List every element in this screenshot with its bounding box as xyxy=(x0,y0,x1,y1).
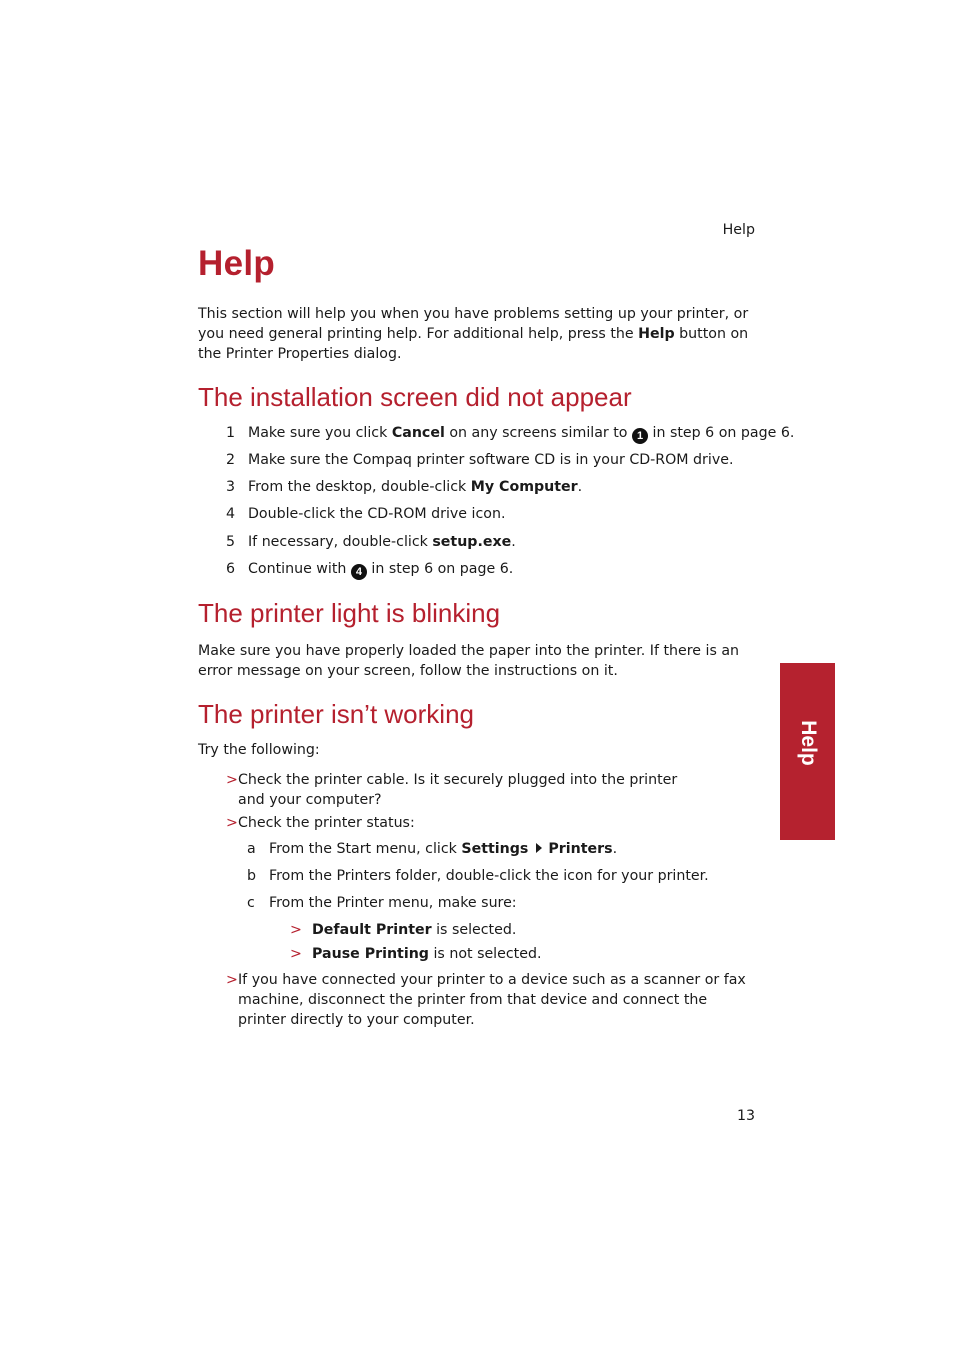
circled-number-1-icon: 1 xyxy=(632,428,648,444)
subbullet-default-printer: > Default Printer is selected. xyxy=(290,922,517,938)
chevron-right-icon: > xyxy=(226,815,238,831)
page-number: 13 xyxy=(736,1108,755,1124)
menu-arrow-icon xyxy=(536,843,542,853)
circled-number-4-icon: 4 xyxy=(351,564,367,580)
subbullet-pause-printing: > Pause Printing is not selected. xyxy=(290,946,542,962)
section-title-not-working: The printer isn’t working xyxy=(198,699,474,729)
chevron-right-icon: > xyxy=(226,972,238,988)
running-head: Help xyxy=(722,222,755,238)
help-button-reference: Help xyxy=(638,326,675,342)
intro-paragraph: This section will help you when you have problems setting up your printer, or you need general printing help. For additional help, press the Help button on the Printer Properties dialog. xyxy=(198,306,749,362)
bullet-disconnect-device: > If you have connected your printer to a device such as a scanner or fax machine, disconnect the printer from that device and connect the printer directly to your computer. xyxy=(226,972,746,1028)
chevron-right-icon: > xyxy=(226,772,238,788)
step-2: 2 Make sure the Compaq printer software CD is in your CD-ROM drive. xyxy=(226,452,734,468)
chevron-right-icon: > xyxy=(290,922,302,938)
step-1: 1 Make sure you click Cancel on any screens similar to 1 in step 6 on page 6. xyxy=(226,425,795,442)
chevron-right-icon: > xyxy=(290,946,302,962)
page-title: Help xyxy=(198,244,276,283)
blinking-paragraph: Make sure you have properly loaded the paper into the printer. If there is an error message on your screen, follow the instructions on it. xyxy=(198,643,740,679)
step-5: 5 If necessary, double-click setup.exe. xyxy=(226,534,516,550)
step-4: 4 Double-click the CD-ROM drive icon. xyxy=(226,506,506,522)
bullet-check-cable: > Check the printer cable. Is it securely plugged into the printer and your computer? xyxy=(226,772,678,808)
substep-b: b From the Printers folder, double-click the icon for your printer. xyxy=(247,868,709,884)
side-tab-label: Help xyxy=(796,720,820,766)
substep-a: a From the Start menu, click Settings Printers. xyxy=(247,841,618,857)
bullet-check-status: > Check the printer status: xyxy=(226,815,415,831)
section-title-blinking: The printer light is blinking xyxy=(198,598,501,628)
substep-c: c From the Printer menu, make sure: xyxy=(247,895,517,911)
step-6: 6 Continue with 4 in step 6 on page 6. xyxy=(226,561,514,578)
step-3: 3 From the desktop, double-click My Computer. xyxy=(226,479,583,495)
try-following-text: Try the following: xyxy=(198,742,320,758)
section-title-installation: The installation screen did not appear xyxy=(198,382,632,412)
side-tab xyxy=(780,663,835,840)
